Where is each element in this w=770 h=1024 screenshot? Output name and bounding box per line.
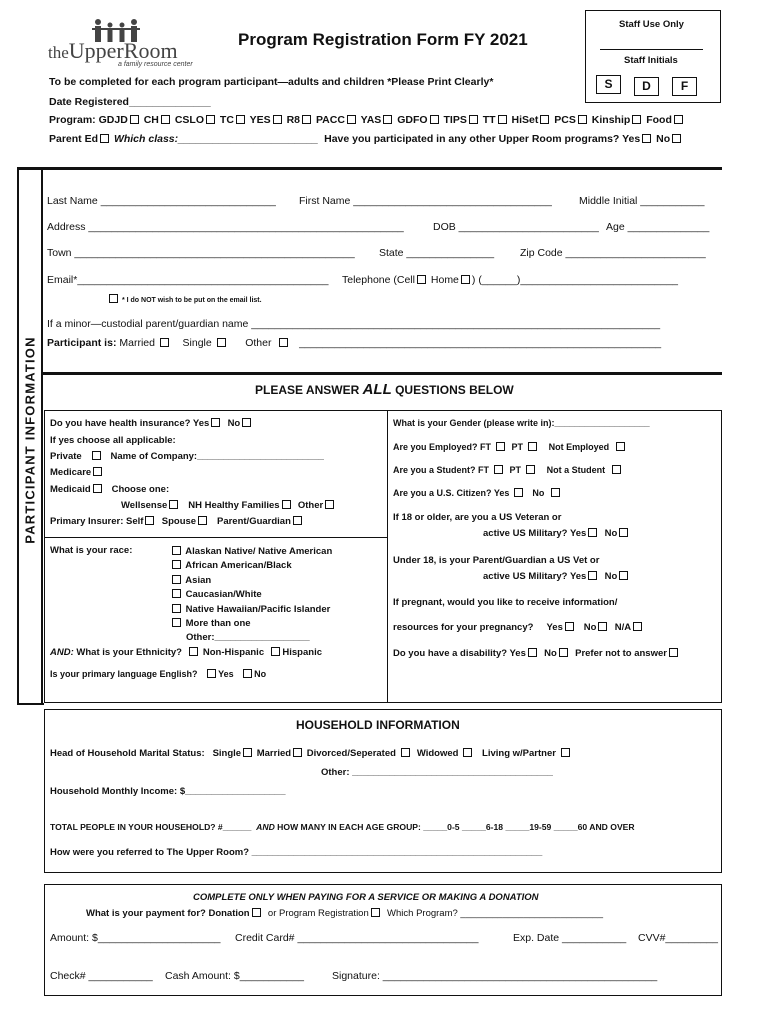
section-left-rule: [17, 167, 19, 705]
guardian-name-field[interactable]: If a minor—custodial parent/guardian name ______________________________________________________________________: [47, 318, 661, 330]
checkbox-student-pt[interactable]: [526, 465, 535, 474]
checkbox-cslo[interactable]: [206, 115, 215, 124]
and-label: AND:: [50, 647, 74, 658]
program-label: Program:: [49, 114, 96, 126]
race-option: [170, 603, 332, 617]
checkbox-english-no[interactable]: [243, 669, 252, 678]
income-field[interactable]: Household Monthly Income: $___________________: [50, 786, 286, 797]
household-count-row: [50, 822, 635, 832]
race-options: [170, 545, 332, 646]
pregnancy-question-2: resources for your pregnancy?: [393, 622, 534, 633]
employed-pt-label: PT: [511, 442, 524, 452]
program-pcs: PCS: [554, 114, 576, 126]
checkbox-other[interactable]: [279, 338, 288, 347]
pregnancy-no-label: No: [583, 622, 597, 633]
checkbox-primary-spouse[interactable]: [198, 516, 207, 525]
not-student-label: Not a Student: [546, 465, 606, 475]
medicare-row: [50, 467, 104, 478]
parent-vet-answer-row: [483, 571, 630, 582]
program-gdjd: GDJD: [98, 114, 128, 126]
checkbox-nh-healthy[interactable]: [282, 500, 291, 509]
checkbox-citizen-yes[interactable]: [514, 488, 523, 497]
other-programs-no: No: [656, 133, 671, 145]
which-class-field[interactable]: Which class:________________________: [113, 133, 319, 145]
english-no-label: No: [254, 669, 267, 679]
marital-label: Head of Household Marital Status:: [50, 748, 205, 759]
insurance-yes-label: Yes: [192, 418, 210, 429]
program-yas: YAS: [360, 114, 382, 126]
staff-s-box[interactable]: S: [596, 75, 621, 94]
referral-field[interactable]: How were you referred to The Upper Room? _______________________________________________________: [50, 847, 543, 858]
race-option: [170, 588, 332, 602]
checkbox-parent-ed[interactable]: [100, 134, 109, 143]
checkbox-cell[interactable]: [417, 275, 426, 284]
cvv-field[interactable]: CVV#_________: [638, 932, 718, 944]
insurance-other-label: Other: [297, 500, 324, 511]
checkbox-employed-ft[interactable]: [496, 442, 505, 451]
checkbox-student-ft[interactable]: [494, 465, 503, 474]
veteran-answer-row: [483, 528, 630, 539]
english-question: Is your primary language English?: [50, 669, 198, 679]
program-kinship: Kinship: [591, 114, 631, 126]
english-row: [50, 669, 266, 679]
first-name-field[interactable]: First Name __________________________________: [299, 195, 552, 207]
student-ft-label: Are you a Student? FT: [393, 465, 490, 475]
checkbox-hiset[interactable]: [540, 115, 549, 124]
telephone-row: [342, 274, 678, 286]
disability-row: [393, 648, 680, 659]
home-label: Home: [430, 274, 459, 286]
household-title: HOUSEHOLD INFORMATION: [296, 718, 460, 732]
choose-all-label: If yes choose all applicable:: [50, 435, 176, 446]
logo-tagline: a family resource center: [118, 61, 193, 68]
checkbox-hh-divorced[interactable]: [401, 748, 410, 757]
questions-top-rule: [42, 372, 722, 375]
checkbox-no-email[interactable]: [109, 294, 118, 303]
staff-initials-label: Staff Initials: [624, 55, 678, 66]
hh-single-label: Single: [212, 748, 242, 759]
participant-information-side-label: PARTICIPANT INFORMATION: [22, 336, 38, 544]
primary-insurer-row: [50, 516, 304, 527]
payment-for-label: What is your payment for? Donation: [86, 908, 250, 919]
telephone-label: Telephone (Cell: [342, 274, 415, 286]
staff-use-box: [585, 10, 721, 103]
checkbox-race-caucasian[interactable]: [172, 589, 181, 598]
checkbox-parent-vet-yes[interactable]: [588, 571, 597, 580]
program-pacc: PACC: [315, 114, 345, 126]
checkbox-medicare[interactable]: [93, 467, 102, 476]
answer-all-emphasis: ALL: [362, 381, 392, 398]
which-program-field[interactable]: Which Program? ___________________________: [387, 908, 604, 919]
insurance-no-label: No: [227, 418, 241, 429]
other-programs-yes: Yes: [622, 133, 641, 145]
checkbox-prefer-not[interactable]: [669, 648, 678, 657]
checkbox-english-yes[interactable]: [207, 669, 216, 678]
primary-parent-label: Parent/Guardian: [216, 516, 291, 527]
page-title: Program Registration Form FY 2021: [238, 30, 528, 49]
parent-ed-label: Parent Ed: [49, 133, 99, 145]
checkbox-race-hawaiian[interactable]: [172, 604, 181, 613]
medicaid-label: Medicaid: [50, 484, 91, 495]
checkbox-other-programs-yes[interactable]: [642, 134, 651, 143]
not-employed-label: Not Employed: [548, 442, 610, 452]
checkbox-medicaid[interactable]: [93, 484, 102, 493]
primary-spouse-label: Spouse: [161, 516, 197, 527]
choose-one-label: Choose one:: [111, 484, 170, 495]
checkbox-citizen-no[interactable]: [551, 488, 560, 497]
age-group-and: AND: [256, 822, 275, 832]
checkbox-pacc[interactable]: [347, 115, 356, 124]
program-yes: YES: [249, 114, 271, 126]
student-pt-label: PT: [509, 465, 522, 475]
logo-upper: Upper: [68, 38, 124, 63]
race-option-label: Native Hawaiian/Pacific Islander: [185, 603, 331, 615]
citizen-no-label: No: [532, 488, 545, 498]
checkbox-pregnancy-yes[interactable]: [565, 622, 574, 631]
citizen-yes-label: Are you a U.S. Citizen? Yes: [393, 488, 510, 498]
checkbox-race-asian[interactable]: [172, 575, 181, 584]
checkbox-gdjd[interactable]: [130, 115, 139, 124]
medicare-label: Medicare: [50, 467, 92, 478]
check-number-field[interactable]: Check# ___________: [50, 970, 153, 982]
checkbox-race-multiple[interactable]: [172, 618, 181, 627]
checkbox-employed-pt[interactable]: [528, 442, 537, 451]
race-option: [170, 617, 332, 631]
checkbox-food[interactable]: [674, 115, 683, 124]
email-field[interactable]: Email*___________________________________________: [47, 274, 329, 286]
parent-vet-no-label: No: [604, 571, 618, 582]
staff-d-box[interactable]: D: [634, 77, 659, 96]
address-field[interactable]: Address ______________________________________________________: [47, 221, 404, 233]
state-field[interactable]: State _______________: [379, 247, 495, 259]
town-field[interactable]: Town ________________________________________________: [47, 247, 355, 259]
race-option: [170, 545, 332, 559]
pregnancy-na-label: N/A: [614, 622, 632, 633]
logo-room: Room: [123, 38, 178, 63]
race-option-label: Alaskan Native/ Native American: [185, 546, 333, 557]
checkbox-gdfo[interactable]: [430, 115, 439, 124]
checkbox-insurance-yes[interactable]: [211, 418, 220, 427]
age-field[interactable]: Age ______________: [606, 221, 710, 233]
medicaid-plans-row: [121, 500, 336, 511]
checkbox-tips[interactable]: [469, 115, 478, 124]
employed-ft-label: Are you Employed? FT: [393, 442, 492, 452]
student-row: [393, 465, 623, 475]
veteran-no-label: No: [604, 528, 618, 539]
other-programs-question: Have you participated in any other Upper Room programs?: [324, 133, 620, 145]
english-yes-label: Yes: [218, 669, 234, 679]
checkbox-veteran-yes[interactable]: [588, 528, 597, 537]
checkbox-tc[interactable]: [236, 115, 245, 124]
checkbox-yes[interactable]: [273, 115, 282, 124]
marital-row: [50, 748, 572, 759]
checkbox-not-student[interactable]: [612, 465, 621, 474]
race-option-label: Caucasian/White: [185, 589, 262, 601]
program-tt: TT: [482, 114, 496, 126]
date-registered-field[interactable]: Date Registered______________: [49, 96, 211, 108]
other-status-field[interactable]: ______________________________________________________________: [299, 337, 662, 349]
participant-status-row: [47, 337, 661, 349]
program-row: [49, 114, 685, 126]
hh-widowed-label: Widowed: [416, 748, 459, 759]
checkbox-insurance-other[interactable]: [325, 500, 334, 509]
checkbox-disability-yes[interactable]: [528, 648, 537, 657]
credit-card-field[interactable]: Credit Card# _______________________________: [235, 932, 479, 944]
answer-all-pre: PLEASE ANSWER: [255, 383, 363, 397]
staff-title: Staff Use Only: [619, 19, 684, 30]
last-name-field[interactable]: Last Name ______________________________: [47, 195, 276, 207]
checkbox-hh-single[interactable]: [243, 748, 252, 757]
private-label: Private: [50, 451, 82, 462]
amount-field[interactable]: Amount: $_____________________: [50, 932, 221, 944]
answer-all-post: QUESTIONS BELOW: [391, 383, 514, 397]
program-registration-label: or Program Registration: [267, 908, 369, 919]
total-people-field[interactable]: TOTAL PEOPLE IN YOUR HOUSEHOLD? #______: [50, 822, 252, 832]
checkbox-private[interactable]: [92, 451, 101, 460]
race-option: [170, 559, 332, 573]
checkbox-hh-widowed[interactable]: [463, 748, 472, 757]
single-label: Single: [182, 337, 212, 349]
checkbox-race-african[interactable]: [172, 560, 181, 569]
checkbox-donation[interactable]: [252, 908, 261, 917]
hh-married-label: Married: [256, 748, 292, 759]
race-question: What is your race:: [50, 545, 133, 556]
checkbox-pregnancy-no[interactable]: [598, 622, 607, 631]
married-label: Married: [119, 337, 155, 349]
hh-other-field[interactable]: Other: ______________________________________: [321, 767, 553, 778]
checkbox-hh-living[interactable]: [561, 748, 570, 757]
race-option-label: Asian: [185, 574, 212, 586]
pregnancy-yes-label: Yes: [546, 622, 563, 633]
section-bottom-rule: [17, 703, 44, 705]
checkbox-r8[interactable]: [302, 115, 311, 124]
hh-divorced-label: Divorced/Seperated: [306, 748, 396, 759]
veteran-yes-label: active US Military? Yes: [483, 528, 587, 539]
pregnancy-question-1: If pregnant, would you like to receive information/: [393, 597, 618, 608]
checkbox-hh-married[interactable]: [293, 748, 302, 757]
checkbox-veteran-no[interactable]: [619, 528, 628, 537]
staff-line: [600, 49, 703, 50]
primary-self-label: Primary Insurer: Self: [50, 516, 144, 527]
non-hispanic-label: Non-Hispanic: [202, 647, 265, 658]
checkbox-disability-no[interactable]: [559, 648, 568, 657]
program-tc: TC: [219, 114, 234, 126]
zip-field[interactable]: Zip Code ________________________: [520, 247, 706, 259]
hispanic-label: Hispanic: [282, 647, 322, 658]
program-tips: TIPS: [443, 114, 467, 126]
checkbox-hispanic[interactable]: [271, 647, 280, 656]
medicaid-row: [50, 484, 169, 495]
signature-field[interactable]: Signature: _______________________________________________: [332, 970, 658, 982]
parent-vet-yes-label: active US Military? Yes: [483, 571, 587, 582]
insurance-question-row: [50, 418, 253, 429]
citizen-row: [393, 488, 562, 498]
checkbox-home[interactable]: [461, 275, 470, 284]
parent-ed-row: [49, 133, 683, 145]
hh-living-label: Living w/Partner: [482, 748, 556, 759]
section-inner-left-rule: [41, 167, 43, 705]
private-row: [50, 451, 324, 462]
program-hiset: HiSet: [511, 114, 539, 126]
gender-field[interactable]: What is your Gender (please write in):___________________: [393, 418, 650, 428]
exp-date-field[interactable]: Exp. Date ___________: [513, 932, 627, 944]
checkbox-single[interactable]: [217, 338, 226, 347]
race-option-label: More than one: [185, 618, 251, 630]
checkbox-insurance-no[interactable]: [242, 418, 251, 427]
insurance-question: Do you have health insurance?: [50, 418, 191, 429]
checkbox-kinship[interactable]: [632, 115, 641, 124]
dob-field[interactable]: DOB ________________________: [433, 221, 599, 233]
checkbox-program-registration[interactable]: [371, 908, 380, 917]
checkbox-non-hispanic[interactable]: [189, 647, 198, 656]
no-email-row: [107, 294, 262, 304]
checkbox-ch[interactable]: [161, 115, 170, 124]
answer-all-heading: [255, 381, 514, 398]
section-top-rule: [17, 167, 722, 170]
logo-the: the: [48, 43, 69, 62]
parent-vet-question: Under 18, is your Parent/Guardian a US Vet or: [393, 555, 600, 566]
checkbox-pcs[interactable]: [578, 115, 587, 124]
company-name-field[interactable]: Name of Company:________________________: [110, 451, 324, 462]
disability-yes-label: Do you have a disability? Yes: [393, 648, 526, 659]
checkbox-pregnancy-na[interactable]: [633, 622, 642, 631]
prefer-not-label: Prefer not to answer: [575, 648, 667, 659]
participant-is-label: Participant is:: [47, 337, 117, 349]
nh-healthy-label: NH Healthy Families: [188, 500, 280, 511]
pregnancy-row: [393, 622, 644, 633]
telephone-field[interactable]: ) (______)___________________________: [471, 274, 679, 286]
checkbox-yas[interactable]: [383, 115, 392, 124]
checkbox-primary-parent[interactable]: [293, 516, 302, 525]
checkbox-race-alaskan[interactable]: [172, 546, 181, 555]
program-r8: R8: [286, 114, 301, 126]
checkbox-other-programs-no[interactable]: [672, 134, 681, 143]
middle-initial-field[interactable]: Middle Initial ___________: [579, 195, 705, 207]
checkbox-not-employed[interactable]: [616, 442, 625, 451]
program-ch: CH: [143, 114, 159, 126]
ethnicity-question: What is your Ethnicity?: [76, 647, 182, 658]
payment-for-row: [86, 908, 603, 919]
cash-amount-field[interactable]: Cash Amount: $___________: [165, 970, 304, 982]
age-group-fields[interactable]: HOW MANY IN EACH AGE GROUP: _____0-5 _____6-18 _____19-59 _____60 AND OVER: [277, 822, 635, 832]
checkbox-wellsense[interactable]: [169, 500, 178, 509]
disability-no-label: No: [544, 648, 557, 659]
checkbox-married[interactable]: [160, 338, 169, 347]
checkbox-tt[interactable]: [498, 115, 507, 124]
other-label: Other: [245, 337, 272, 349]
program-gdfo: GDFO: [397, 114, 428, 126]
race-other-field[interactable]: Other:__________________: [186, 632, 310, 644]
employed-row: [393, 442, 627, 452]
veteran-question: If 18 or older, are you a US Veteran or: [393, 512, 562, 523]
intro-text: To be completed for each program participant—adults and children *Please Print Clearly*: [49, 76, 494, 88]
ethnicity-row: [50, 647, 322, 658]
checkbox-parent-vet-no[interactable]: [619, 571, 628, 580]
payment-heading: COMPLETE ONLY WHEN PAYING FOR A SERVICE OR MAKING A DONATION: [193, 892, 539, 903]
staff-f-box[interactable]: F: [672, 77, 697, 96]
program-food: Food: [646, 114, 672, 126]
checkbox-primary-self[interactable]: [145, 516, 154, 525]
race-option: [170, 574, 332, 588]
race-option-label: African American/Black: [185, 560, 292, 572]
program-cslo: CSLO: [174, 114, 204, 126]
no-email-label: * I do NOT wish to be put on the email list.: [121, 297, 262, 304]
wellsense-label: Wellsense: [121, 500, 168, 511]
